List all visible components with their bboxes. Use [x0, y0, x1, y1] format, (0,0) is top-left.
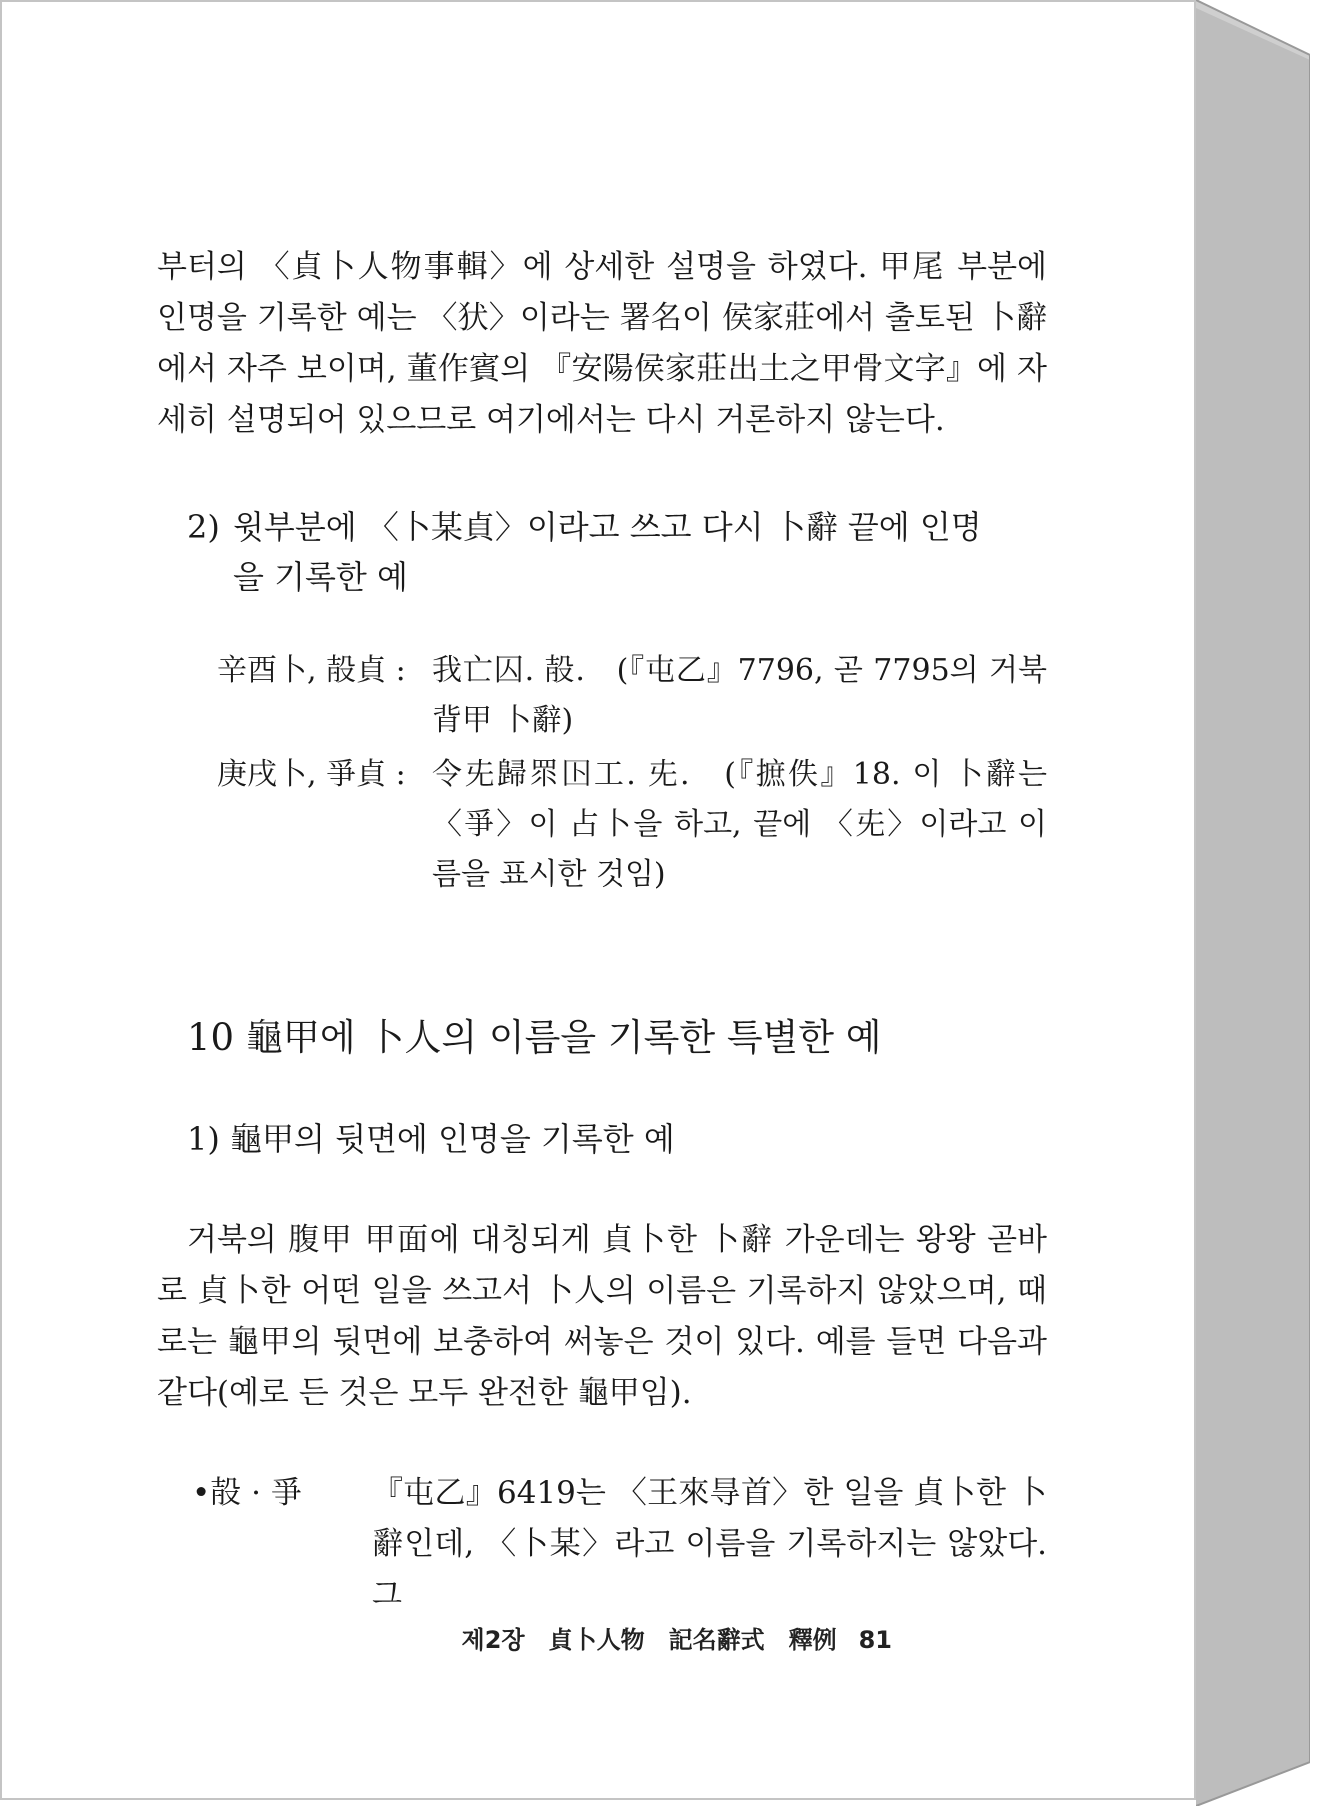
example-body: 我亡囚. 㱿. (『屯乙』7796, 곧 7795의 거북 背甲 卜辭) [432, 653, 1047, 738]
bullet-item [192, 1468, 1047, 1621]
paragraph-1: 부터의 〈貞卜人物事輯〉에 상세한 설명을 하였다. 甲尾 부분에 인명을 기록한 예는 〈犾〉이라는 署名이 侯家莊에서 출토된 卜辭에서 자주 보이며, 董作賓의 『安陽侯家莊出土之甲骨文字』에 자세히 설명되어 있으므로 여기에서는 다시 거론하지 않는다. [157, 249, 1047, 438]
running-title: 제2장 貞卜人物 記名辭式 釋例 [461, 1626, 837, 1654]
subsection-heading-2 [187, 502, 1047, 602]
subsection-heading-line-2: 을 기록한 예 [233, 558, 408, 596]
paragraph-2: 거북의 腹甲 甲面에 대칭되게 貞卜한 卜辭 가운데는 왕왕 곧바로 貞卜한 어떤 일을 쓰고서 卜人의 이름은 기록하지 않았으며, 때로는 龜甲의 뒷면에 보충하여 써놓은 것이 있다. 예를 들면 다음과 같다(예로 든 것은 모두 완전한 龜甲임). [157, 1222, 1047, 1411]
bullet-body: 『屯乙』6419는 〈王來㝵首〉한 일을 貞卜한 卜辭인데, 〈卜某〉라고 이름을 기록하지는 않았다. 그 [372, 1475, 1047, 1613]
example-label: 庚戌卜, 爭貞 : [217, 757, 406, 792]
section-title: 10 龜甲에 卜人의 이름을 기록한 특별한 예 [187, 1016, 882, 1059]
example-1 [217, 646, 1047, 746]
bullet-label: •㱿 · 爭 [192, 1475, 302, 1511]
subsection-heading-line-1: 윗부분에 〈卜某貞〉이라고 쓰고 다시 卜辭 끝에 인명 [233, 508, 982, 546]
subsection-number: 2) [187, 508, 220, 546]
example-label: 辛酉卜, 㱿貞 : [217, 653, 406, 688]
sub-section-title: 1) 龜甲의 뒷면에 인명을 기록한 예 [187, 1120, 675, 1158]
example-2 [217, 750, 1047, 900]
page-stack-edge [1196, 0, 1310, 1806]
page-number: 81 [858, 1626, 892, 1654]
page-footer [462, 1620, 892, 1660]
example-body: 令兂歸眔𡆥工. 兂. (『摭佚』18. 이 卜辭는 〈爭〉이 占卜을 하고, 끝에 〈兂〉이라고 이름을 표시한 것임) [432, 757, 1047, 892]
